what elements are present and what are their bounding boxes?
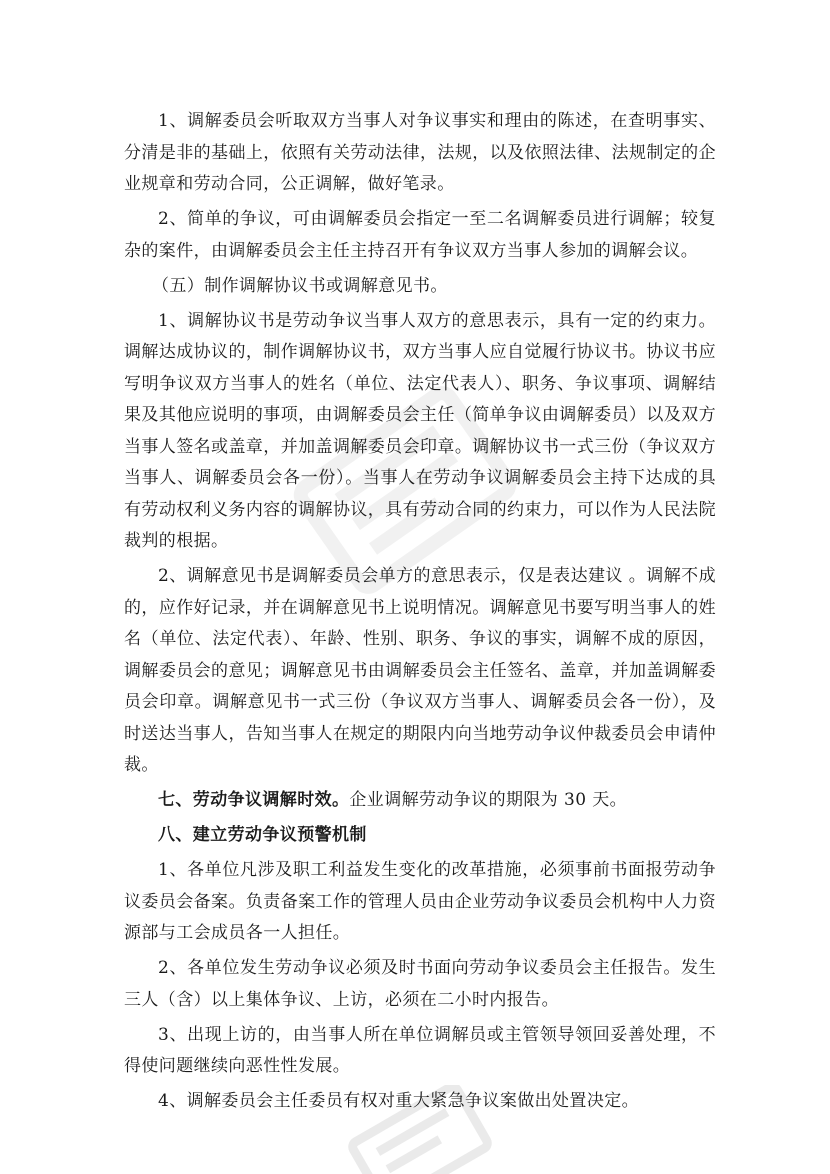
paragraph-7	[124, 1020, 716, 1083]
section-7-text: 企业调解劳动争议的期限为 30 天。	[349, 790, 628, 810]
document-body	[124, 106, 716, 1118]
paragraph-6	[124, 953, 716, 1016]
paragraph-5-text: 1、各单位凡涉及职工利益发生变化的改革措施，必须事前书面报劳动争议委员会备案。负责备案工作的管理人员由企业劳动争议委员会机构中人力资源部与工会成员各一人担任。	[124, 860, 716, 943]
section-8	[124, 820, 716, 852]
paragraph-5	[124, 855, 716, 950]
paragraph-3-text: 1、调解协议书是劳动争议当事人双方的意思表示，具有一定的约束力。调解达成协议的，制作调解协议书，双方当事人应自觉履行协议书。协议书应写明争议双方当事人的姓名（单位、法定代表人）、职务、争议事项、调解结果及其他应说明的事项，由调解委员会主任（简单争议由调解委员）以及双方当事人签名或盖章，并加盖调解委员会印章。调解协议书一式三份（争议双方当事人、调解委员会各一份）。当事人在劳动争议调解委员会主持下达成的具有劳动权利义务内容的调解协议，具有劳动合同的约束力，可以作为人民法院裁判的根据。	[124, 310, 716, 551]
paragraph-8	[124, 1086, 716, 1118]
subheading-5-text: （五）制作调解协议书或调解意见书。	[152, 275, 448, 296]
paragraph-6-text: 2、各单位发生劳动争议必须及时书面向劳动争议委员会主任报告。发生三人（含）以上集体争议、上访，必须在二小时内报告。	[124, 958, 716, 1010]
paragraph-2	[124, 204, 716, 267]
paragraph-7-text: 3、出现上访的，由当事人所在单位调解员或主管领导领回妥善处理，不得使问题继续向恶性性发展。	[124, 1024, 716, 1076]
paragraph-8-text: 4、调解委员会主任委员有权对重大紧急争议案做出处置决定。	[158, 1091, 640, 1111]
section-7-heading: 七、劳动争议调解时效。	[158, 790, 350, 810]
paragraph-2-text: 2、简单的争议，可由调解委员会指定一至二名调解委员进行调解；较复杂的案件，由调解委员会主任主持召开有争议双方当事人参加的调解会议。	[124, 209, 716, 261]
paragraph-1-text: 1、调解委员会听取双方当事人对争议事实和理由的陈述，在查明事实、分清是非的基础上，依照有关劳动法律，法规，以及依照法律、法规制定的企业规章和劳动合同，公正调解，做好笔录。	[124, 111, 716, 194]
paragraph-4	[124, 561, 716, 782]
paragraph-3	[124, 306, 716, 558]
section-8-heading: 八、建立劳动争议预警机制	[158, 825, 367, 845]
paragraph-1	[124, 106, 716, 201]
section-7	[124, 785, 716, 817]
paragraph-4-text: 2、调解意见书是调解委员会单方的意思表示，仅是表达建议 。调解不成的，应作好记录，并在调解意见书上说明情况。调解意见书要写明当事人的姓名（单位、法定代表）、年龄、性别、职务、争议的事实，调解不成的原因，调解委员会的意见；调解意见书由调解委员会主任签名、盖章，并加盖调解委员会印章。调解意见书一式三份（争议双方当事人、调解委员会各一份），及时送达当事人，告知当事人在规定的期限内向当地劳动争议仲裁委员会申请仲裁。	[124, 566, 716, 775]
subheading-5	[124, 271, 716, 303]
